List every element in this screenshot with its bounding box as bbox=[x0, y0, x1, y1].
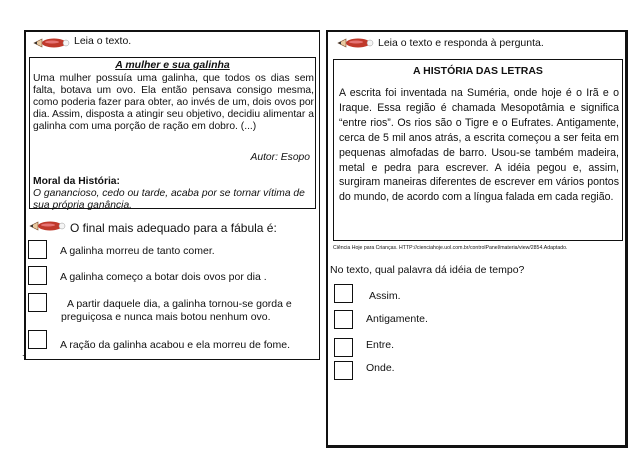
fable-box bbox=[29, 57, 316, 209]
history-question: No texto, qual palavra dá idéia de tempo? bbox=[330, 264, 525, 276]
moral-title: Moral da História: bbox=[33, 176, 120, 187]
history-body: A escrita foi inventada na Suméria, onde hoje é o Irã e o Iraque. Essa região é chamada Mesopotâmia e significa “entre rios”. Os rios são o Tigre e o Eufrates. Antigamente, cerca de 5 mil anos atrás, a escrita começou a ser feita em pequenas almofadas de barro. Usou-se também madeira, metal e pedra para escrever. A idéia pegou e, assim, surgiram maneiras diferentes de escrever em vários pontos do mundo, de acordo com a língua falada em cada região. bbox=[339, 87, 619, 204]
fable-option-1-checkbox[interactable] bbox=[28, 240, 47, 259]
moral-text: O ganancioso, cedo ou tarde, acaba por se tornar vítima de sua própria ganância. bbox=[33, 188, 305, 211]
right-instruction: Leia o texto e responda à pergunta. bbox=[378, 37, 544, 49]
fable-option-2-checkbox[interactable] bbox=[28, 266, 47, 285]
history-option-1: Assim. bbox=[369, 290, 401, 302]
fable-option-1: A galinha morreu de tanto comer. bbox=[60, 245, 215, 257]
stray-mark: . bbox=[22, 348, 25, 358]
history-option-2-checkbox[interactable] bbox=[334, 310, 353, 329]
fable-option-4-checkbox[interactable] bbox=[28, 330, 47, 349]
fable-option-2: A galinha começo a botar dois ovos por dia . bbox=[60, 271, 267, 283]
fable-author: Autor: Esopo bbox=[250, 152, 310, 163]
history-option-4-checkbox[interactable] bbox=[334, 361, 353, 380]
left-instruction: Leia o texto. bbox=[74, 35, 132, 47]
fable-option-4: A ração da galinha acabou e ela morreu de fome. bbox=[60, 339, 290, 351]
fable-option-3: A partir daquele dia, a galinha tornou-se gorda e preguiçosa e nunca mais botou nenhum ovo. bbox=[61, 298, 292, 323]
history-option-2: Antigamente. bbox=[366, 313, 428, 325]
pencil-icon bbox=[336, 36, 376, 50]
fable-question: O final mais adequado para a fábula é: bbox=[70, 221, 277, 235]
history-option-3-checkbox[interactable] bbox=[334, 338, 353, 357]
pencil-icon bbox=[28, 219, 68, 233]
fable-option-3-checkbox[interactable] bbox=[28, 293, 47, 312]
history-option-3: Entre. bbox=[366, 339, 395, 351]
fable-title: A mulher e sua galinha bbox=[115, 59, 230, 71]
history-title: A HISTÓRIA DAS LETRAS bbox=[413, 65, 543, 77]
fable-body: Uma mulher possuía uma galinha, que todos os dias sem falta, botava um ovo. Ela então pensava consigo mesma, como poderia fazer para obter, ao invés de um, dois ovos por dia. Assim, disposta a atingir seu objetivo, decidiu alimentar a galinha com uma porção de ração em dobro. (...) bbox=[33, 73, 314, 132]
source-citation: Ciência Hoje para Crianças. HTTP://cienciahoje.uol.com.br/controlPanel/materia/view/2854.Adaptado. bbox=[333, 245, 568, 251]
history-box bbox=[333, 59, 623, 241]
history-option-4: Onde. bbox=[366, 362, 395, 374]
pencil-icon bbox=[32, 36, 72, 50]
history-option-1-checkbox[interactable] bbox=[334, 284, 353, 303]
